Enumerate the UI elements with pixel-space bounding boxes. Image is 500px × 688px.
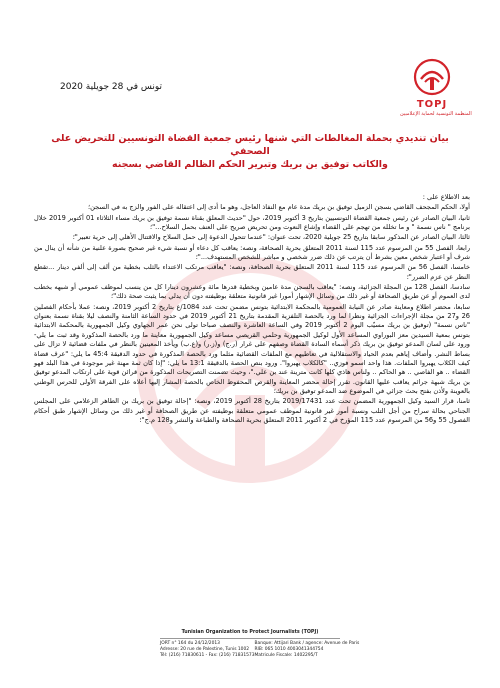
document-date: تونس في 28 جويلية 2020: [60, 82, 162, 92]
logo-subtitle: المنظمة التونسية لحماية الإعلاميين: [400, 111, 472, 117]
footer-right: [255, 641, 360, 658]
paragraph: رابعا، الفصل 55 من المرسوم عدد 115 لسنة 2011 المتعلق بحرية الصحافة، ونصه: يعاقب كل دعاء أو نسبة شيء غير صحيح بصورة علنية من شأنه أن ينال من شرف أو اعتبار شخص معين بشرط أن يترتب عن ذلك ضرر شخصي و مباشر للشخص المستهدف..."؛: [34, 243, 470, 262]
paragraph: سادسا، الفصل 128 من المجلة الجزائية، ونصه: "يعاقب بالسجن مدة عامين وبخطية قدرها مائة وعشرون دينارا كل من ينسب لموظف عمومي أو شبهه بخطب لدى العموم أو عن طريق الصحافة أو غير ذلك من وسائل الإشهار أمورا غير قانونية متعلقة بوظيفته دون أن يدلي بما يثبت صحة ذلك"؛: [34, 283, 470, 301]
paragraph: بعد الاطلاع على :: [422, 193, 470, 201]
logo-text: TOPJ: [416, 99, 448, 110]
footer-bank: Banque: Attijari Bank / agence: Avenue de Paris: [254, 641, 360, 647]
footer-tax-id: Matricule Fiscale: 1402295/T: [254, 652, 318, 658]
footer-divider: [160, 638, 340, 639]
topj-emblem-icon: [412, 57, 452, 97]
paragraph: ثالثا، البيان الصادر عن المذكور سابقا بتاريخ 25 جويلية 2020، تحت عنوان: "عندما تتحول الدعوة إلى حمل السلاح والاقتتال الأهلي إلى حرية تعبير"؛: [72, 233, 470, 242]
document-title: [40, 132, 460, 171]
footer-registration: JORT n° 164 du 24/12/2013: [160, 641, 220, 647]
paragraph: أولا، الحكم المجحف القاضي بسجن الزميل توفيق بن بريك مدة عام مع النفاذ العاجل، وهو ما أدى إلى اعتقاله على الفور والزج به في السجن؛: [88, 203, 470, 212]
paragraph: ثامنا، قرار السيد وكيل الجمهورية المضمن تحت عدد 2019/17431 بتاريخ 28 أكتوبر 2019، ونصه: "إحالة توفيق بن بريك بن الطاهر الزعلامي على المجلس الجناحي بحالة سراح من أجل التلب ونسبة أمور غير قانونية لموظف عمومي متعلقة بوظيفته عن طريق الصحافة أو غير ذلك من وسائل الإشهار طبق أحكام الفصول 55 و56 من المرسوم عدد 115 المؤرخ في 2 أكتوبر 2011 المتعلق بحرية الصحافة والطباعة والنشر و128 م.ج"؛: [34, 397, 470, 424]
document-body: [34, 193, 470, 426]
footer-rib: RIB: 065 1010 4003041344754: [254, 647, 324, 653]
footer-address: Adresse: 20 rue de Palestine, Tunis 1002: [160, 647, 250, 653]
footer-org-name: Tunisian Organization to Protect Journalists (TOPJ): [181, 630, 319, 635]
footer-columns: [160, 641, 360, 658]
topj-logo: [400, 57, 472, 117]
paragraph: سابعا، محضر اطلاع ومعاينة صادر عن النيابة العمومية بالمحكمة الابتدائية بتونس مضمن تحت عدد 1084/ع بتاريخ 2 أكتوبر 2019، ونصه: عملا بأحكام الفصلين 26 و27 من مجلة الإجراءات الجزائية ونظرا لما ورد بالحصة التلفزية المقدمة بتاريخ 21 أكتوبر 2019 في حدود الساعة الثامنة والنصف ليلا بقناة نسمة بعنوان "ناس نسمة" (توفيق بن بريك مسيّب اليوم 2 أكتوبر 2019 وفي الساعة العاشرة والنصف صباحا تولى نحن عمر الجهاوي وكيل الجمهورية بالمحكمة الابتدائية بتونس بمعية السيدين معز البوراوي المساعد الأول لوكيل الجمهورية وحلمي القريصي مساعد وكيل الجمهورية معاينة ما ورد بالحصة المذكورة وقد ثبت ما يلي- ورود على لسان المدعو توفيق بن بريك ذكر أسماء السادة القضاة وصفهم على غرار (ر.ج) و(ز.ر) و(ع.ب) ويأخذ المعينين بالنظر في ملفات قضائية لا تزال على بساط النشر. وأضاف إياهم بعدم الحياد والاستقلالية في تعاطيهم مع الملفات القضائية مثلما ورد بالحصة المذكورة في حدود الدقيقة 45:4 ما يلي: "عرف قضاة كيف الكلاب يهبروا الملفات. هذا واحد اسمو فوزي.. "كالكلاب يهبروا". ورود بنص الحصة بالدقيقة 13:1 ما يلي: "إذا كان ثمة مهنة غير موجودة في هذا البلد فهو القضاء .. هو الفاصي .. هو الحاكم .. ولناس هاذي كلها كانت مترينة عند بن علي."، وحيث تضمنت التصريحات المذكورة من قرائن قوية على ارتكاب المدعو توفيق بن بريك شبهة جرائم يعاقب عليها القانون. تقرر إحالة محضر المعاينة والقرص المحفوظ الخاص بالحصة المشار إليها أعلاه على الفرقة الأولى للحرس الوطني بالعوينة ولأذن بفتح بحث جزائي في الموضوع ضد المدعو توفيق بن بريك؛: [34, 302, 470, 395]
paragraph: ثانيا، البيان الصادر عن رئيس جمعية القضاة التونسيين بتاريخ 3 أكتوبر 2019، حول "حديث المعلق بقناة نسمة توفيق بن بريك مساء الثلاثاء 01 أكتوبر 2019 خلال برنامج " ناس نسمة " و ما تخلله من تهجم على القضاء وإشاع النعوت ومن تحريض صريح على العنف بحمل السلاح..."؛: [34, 213, 470, 232]
footer-left: [160, 641, 255, 658]
page-footer: [160, 630, 360, 659]
title-line-2: والكاتب توفيق بن بريك وتبرير الحكم الظالم القاضي بسجنه: [112, 159, 388, 170]
title-line-1: بيان تنديدي بحملة المغالطات التي شنها رئيس جمعية القضاة التونسيين للتحريض على الصحفي: [51, 133, 449, 157]
paragraph: خامسا، الفصل 56 من المرسوم عدد 115 لسنة 2011 المتعلق بحرية الصحافة، ونصه: "يعاقب مرتكب الاعتداء بالثلب بخطية من ألف إلى ألفي دينار ...تقطع النظر عن عزم الضرر"؛: [34, 263, 471, 281]
footer-phone: Tél: (216) 71830611 - Fax: (216) 71831573: [160, 652, 255, 658]
